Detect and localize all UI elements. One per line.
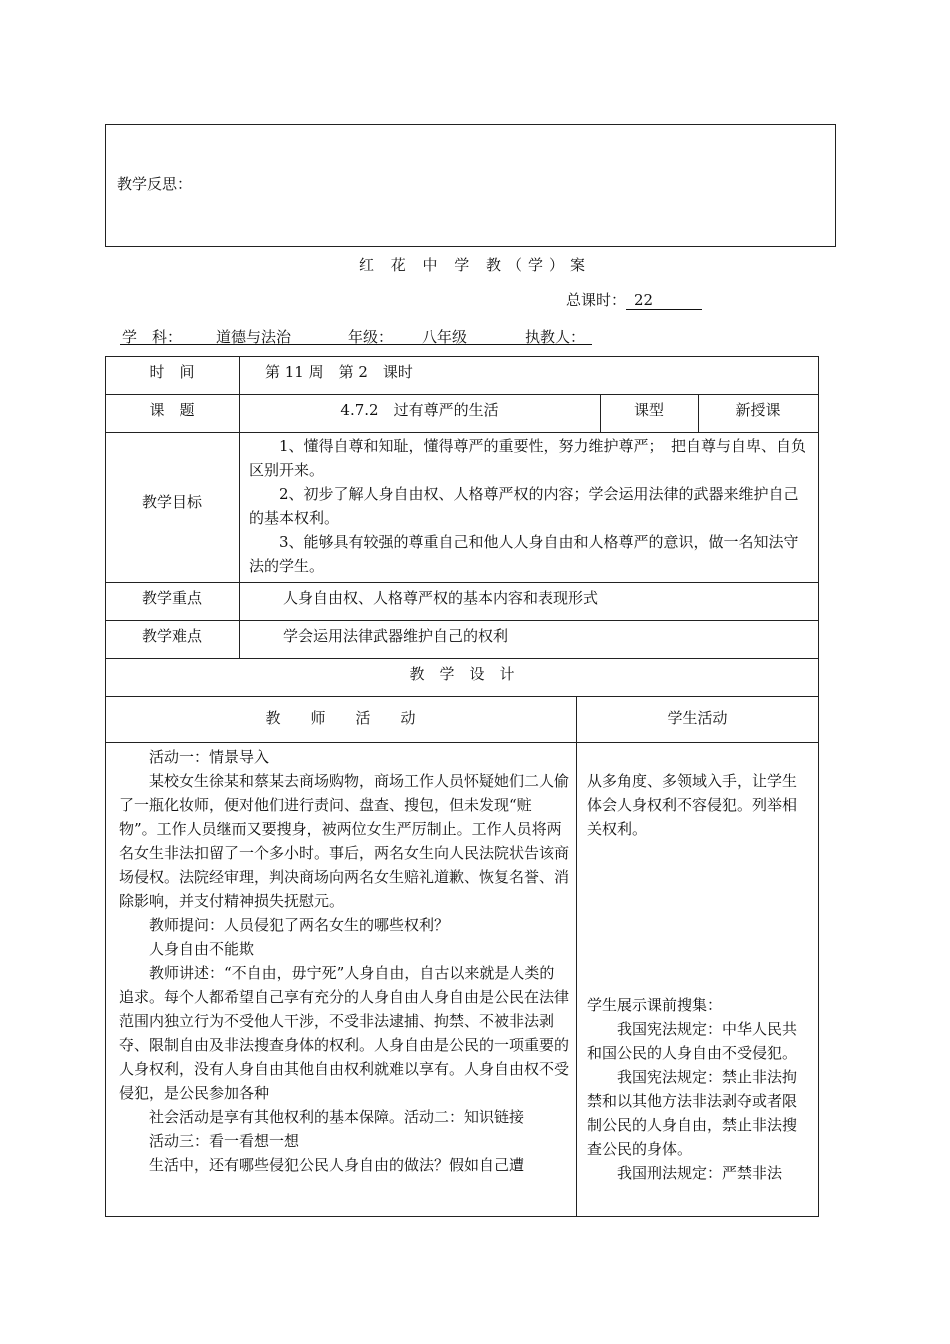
subject-value: 道德与法治: [216, 328, 292, 346]
teacher-paragraph: 教师讲述：“不自由，毋宁死”人身自由，自古以来就是人类的追求。每个人都希望自己享有充分的人身自由人身自由是公民在法律范围内独立行为不受他人干涉，不受非法逮捕、拘禁、不被非法剥夺、限制自由及非法搜查身体的权利。人身自由是公民的一项重要的人身权利，没有人身自由其他自由权利就难以享有。人身自由权不受侵犯，是公民参加各种: [119, 964, 570, 1102]
goal-item: 2、初步了解人身自由权、人格尊严权的内容；学会运用法律的武器来维护自己的基本权利。: [249, 485, 799, 527]
student-paragraph: 我国宪法规定：禁止非法拘禁和以其他方法非法剥夺或者限制公民的人身自由，禁止非法搜查公民的身体。: [587, 1068, 798, 1158]
teacher-paragraph: 活动一：情景导入: [149, 748, 270, 766]
student-paragraph: 我国宪法规定：中华人民共和国公民的人身自由不受侵犯。: [587, 1020, 798, 1062]
teacher-activity-content: [119, 745, 569, 1177]
time-value: 第 11 周 第 2 课时: [265, 363, 413, 381]
page-title: 红 花 中 学 教（学）案: [358, 256, 592, 274]
key-label: 教学重点: [141, 589, 202, 607]
goals-label: 教学目标: [141, 493, 202, 511]
reflection-box: [105, 124, 836, 247]
goal-item: 3、能够具有较强的尊重自己和他人人身自由和人格尊严的意识，做一名知法守法的学生。: [249, 533, 799, 575]
lesson-plan-table: [105, 356, 819, 1217]
grade-value: 八年级: [422, 328, 468, 346]
student-paragraph: 我国刑法规定：严禁非法: [617, 1164, 783, 1182]
topic-label: 课 题: [149, 401, 195, 419]
total-hours-label: 总课时：: [566, 291, 627, 309]
time-label: 时 间: [149, 363, 195, 381]
topic-value: 4.7.2 过有尊严的生活: [340, 401, 499, 419]
design-label: 教 学 设 计: [409, 665, 515, 683]
teacher-paragraph: 人身自由不能欺: [149, 940, 255, 958]
teacher-paragraph: 活动三：看一看想一想: [149, 1132, 300, 1150]
reflection-label: 教学反思：: [117, 175, 193, 193]
goal-item: 1、懂得自尊和知耻，懂得尊严的重要性，努力维护尊严； 把自尊与自卑、自负区别开来。: [249, 437, 807, 479]
teacher-label: 执教人：: [525, 328, 586, 346]
student-activity-intro: [587, 769, 809, 841]
student-paragraph: 从多角度、多领域入手，让学生体会人身权利不容侵犯。列举相关权利。: [587, 772, 798, 838]
student-activity-header: 学生活动: [667, 709, 728, 727]
student-paragraph: 学生展示课前搜集：: [587, 996, 723, 1014]
grade-label: 年级：: [348, 328, 394, 346]
total-hours-value: 22: [626, 291, 702, 310]
difficult-value: 学会运用法律武器维护自己的权利: [283, 627, 509, 645]
type-label: 课型: [633, 401, 664, 419]
student-activity-content: [587, 993, 809, 1185]
teacher-paragraph: 某校女生徐某和蔡某去商场购物，商场工作人员怀疑她们二人偷了一瓶化妆师，便对他们进行责问、盘查、搜包，但未发现“赃物”。工作人员继而又要搜身，被两位女生严厉制止。工作人员将两名女生非法扣留了一个多小时。事后，两名女生向人民法院状告该商场侵权。法院经审理，判决商场向两名女生赔礼道歉、恢复名誉、消除影响，并支付精神损失抚慰元。: [119, 772, 570, 910]
goals-list: [249, 434, 809, 578]
total-hours: [566, 289, 702, 310]
type-value: 新授课: [735, 401, 781, 419]
teacher-paragraph: 社会活动是享有其他权利的基本保障。活动二：知识链接: [149, 1108, 525, 1126]
teacher-activity-header: 教 师 活 动: [265, 709, 416, 727]
subject-label: 学 科：: [122, 328, 183, 346]
key-value: 人身自由权、人格尊严权的基本内容和表现形式: [283, 589, 599, 607]
teacher-paragraph: 教师提问：人员侵犯了两名女生的哪些权利？: [149, 916, 450, 934]
difficult-label: 教学难点: [141, 627, 202, 645]
info-line: [120, 326, 592, 345]
teacher-paragraph: 生活中，还有哪些侵犯公民人身自由的做法？假如自己遭: [149, 1156, 525, 1174]
